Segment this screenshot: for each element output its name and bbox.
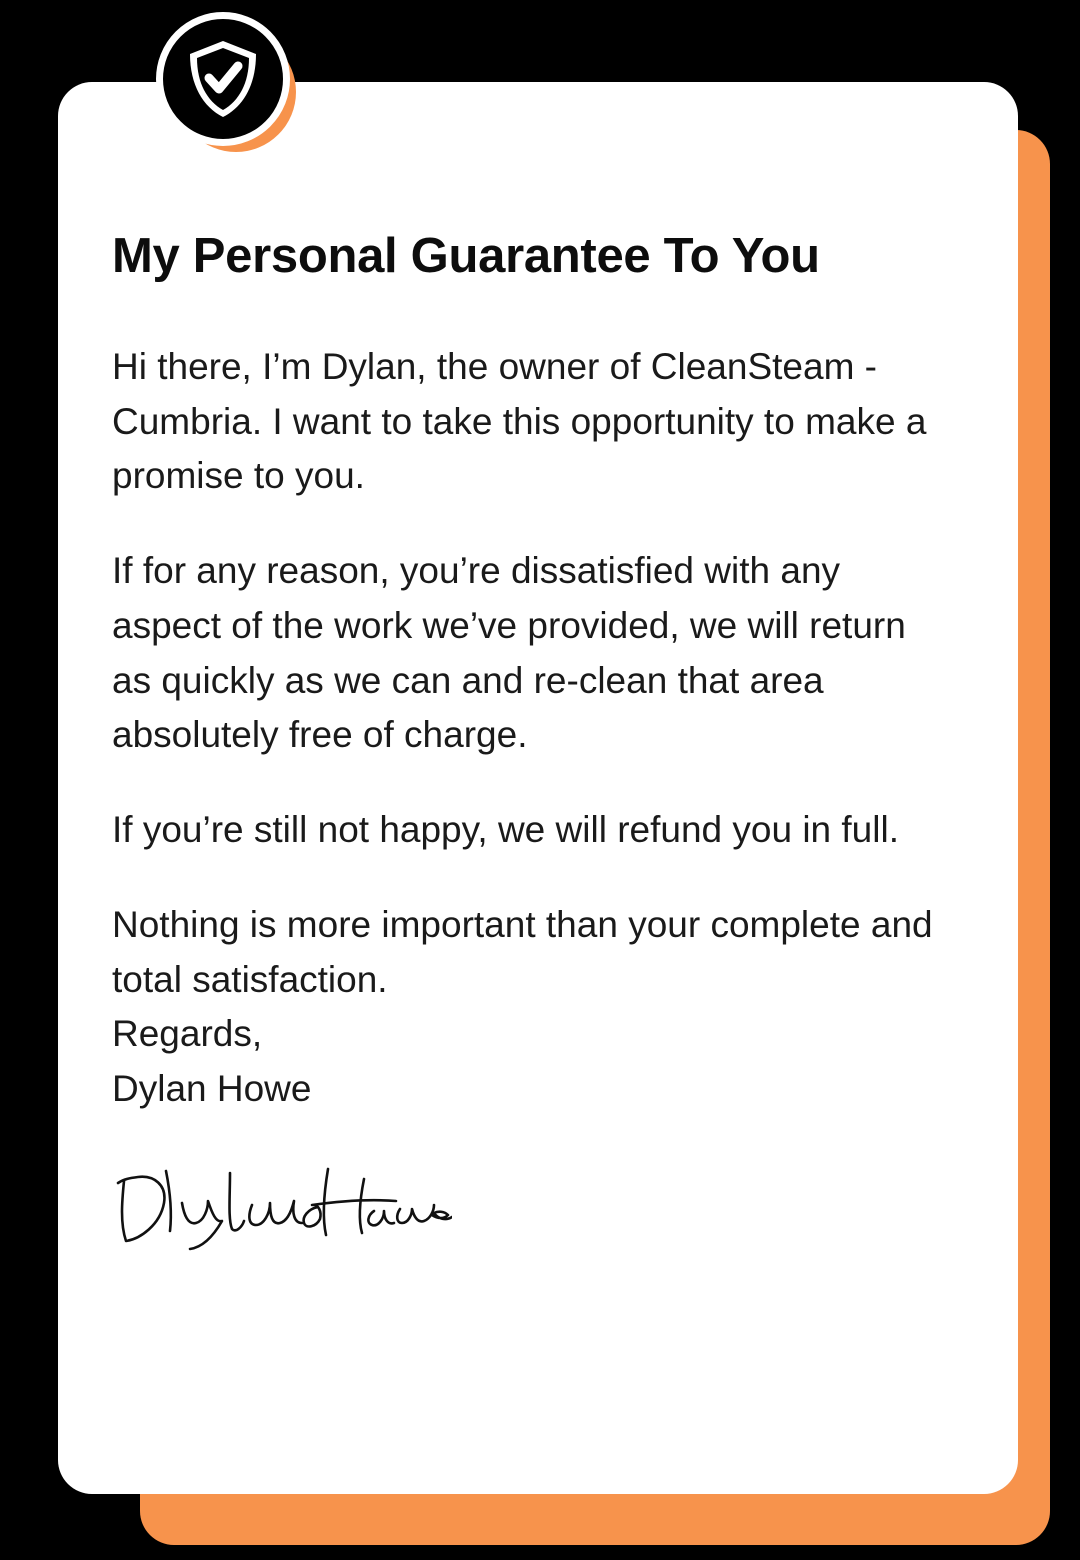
card-content xyxy=(58,82,1018,1257)
signature xyxy=(112,1161,946,1257)
paragraph-intro: Hi there, I’m Dylan, the owner of CleanSteam - Cumbria. I want to take this opportunity to make a promise to you. xyxy=(112,345,927,497)
signoff-name: Dylan Howe xyxy=(112,1068,312,1110)
guarantee-badge xyxy=(150,10,320,150)
guarantee-card xyxy=(58,82,1018,1494)
paragraph-satisfaction: Nothing is more important than your complete and total satisfaction. xyxy=(112,903,933,1000)
signoff-regards: Regards, xyxy=(112,1013,263,1055)
shield-check-icon xyxy=(156,12,290,146)
paragraph-refund: If you’re still not happy, we will refund you in full. xyxy=(112,809,899,851)
paragraph-reclean: If for any reason, you’re dissatisfied with any aspect of the work we’ve provided, we will return as quickly as we can and re-clean that area absolutely free of charge. xyxy=(112,550,906,756)
signoff-block xyxy=(112,1007,946,1117)
page-title: My Personal Guarantee To You xyxy=(112,229,820,283)
